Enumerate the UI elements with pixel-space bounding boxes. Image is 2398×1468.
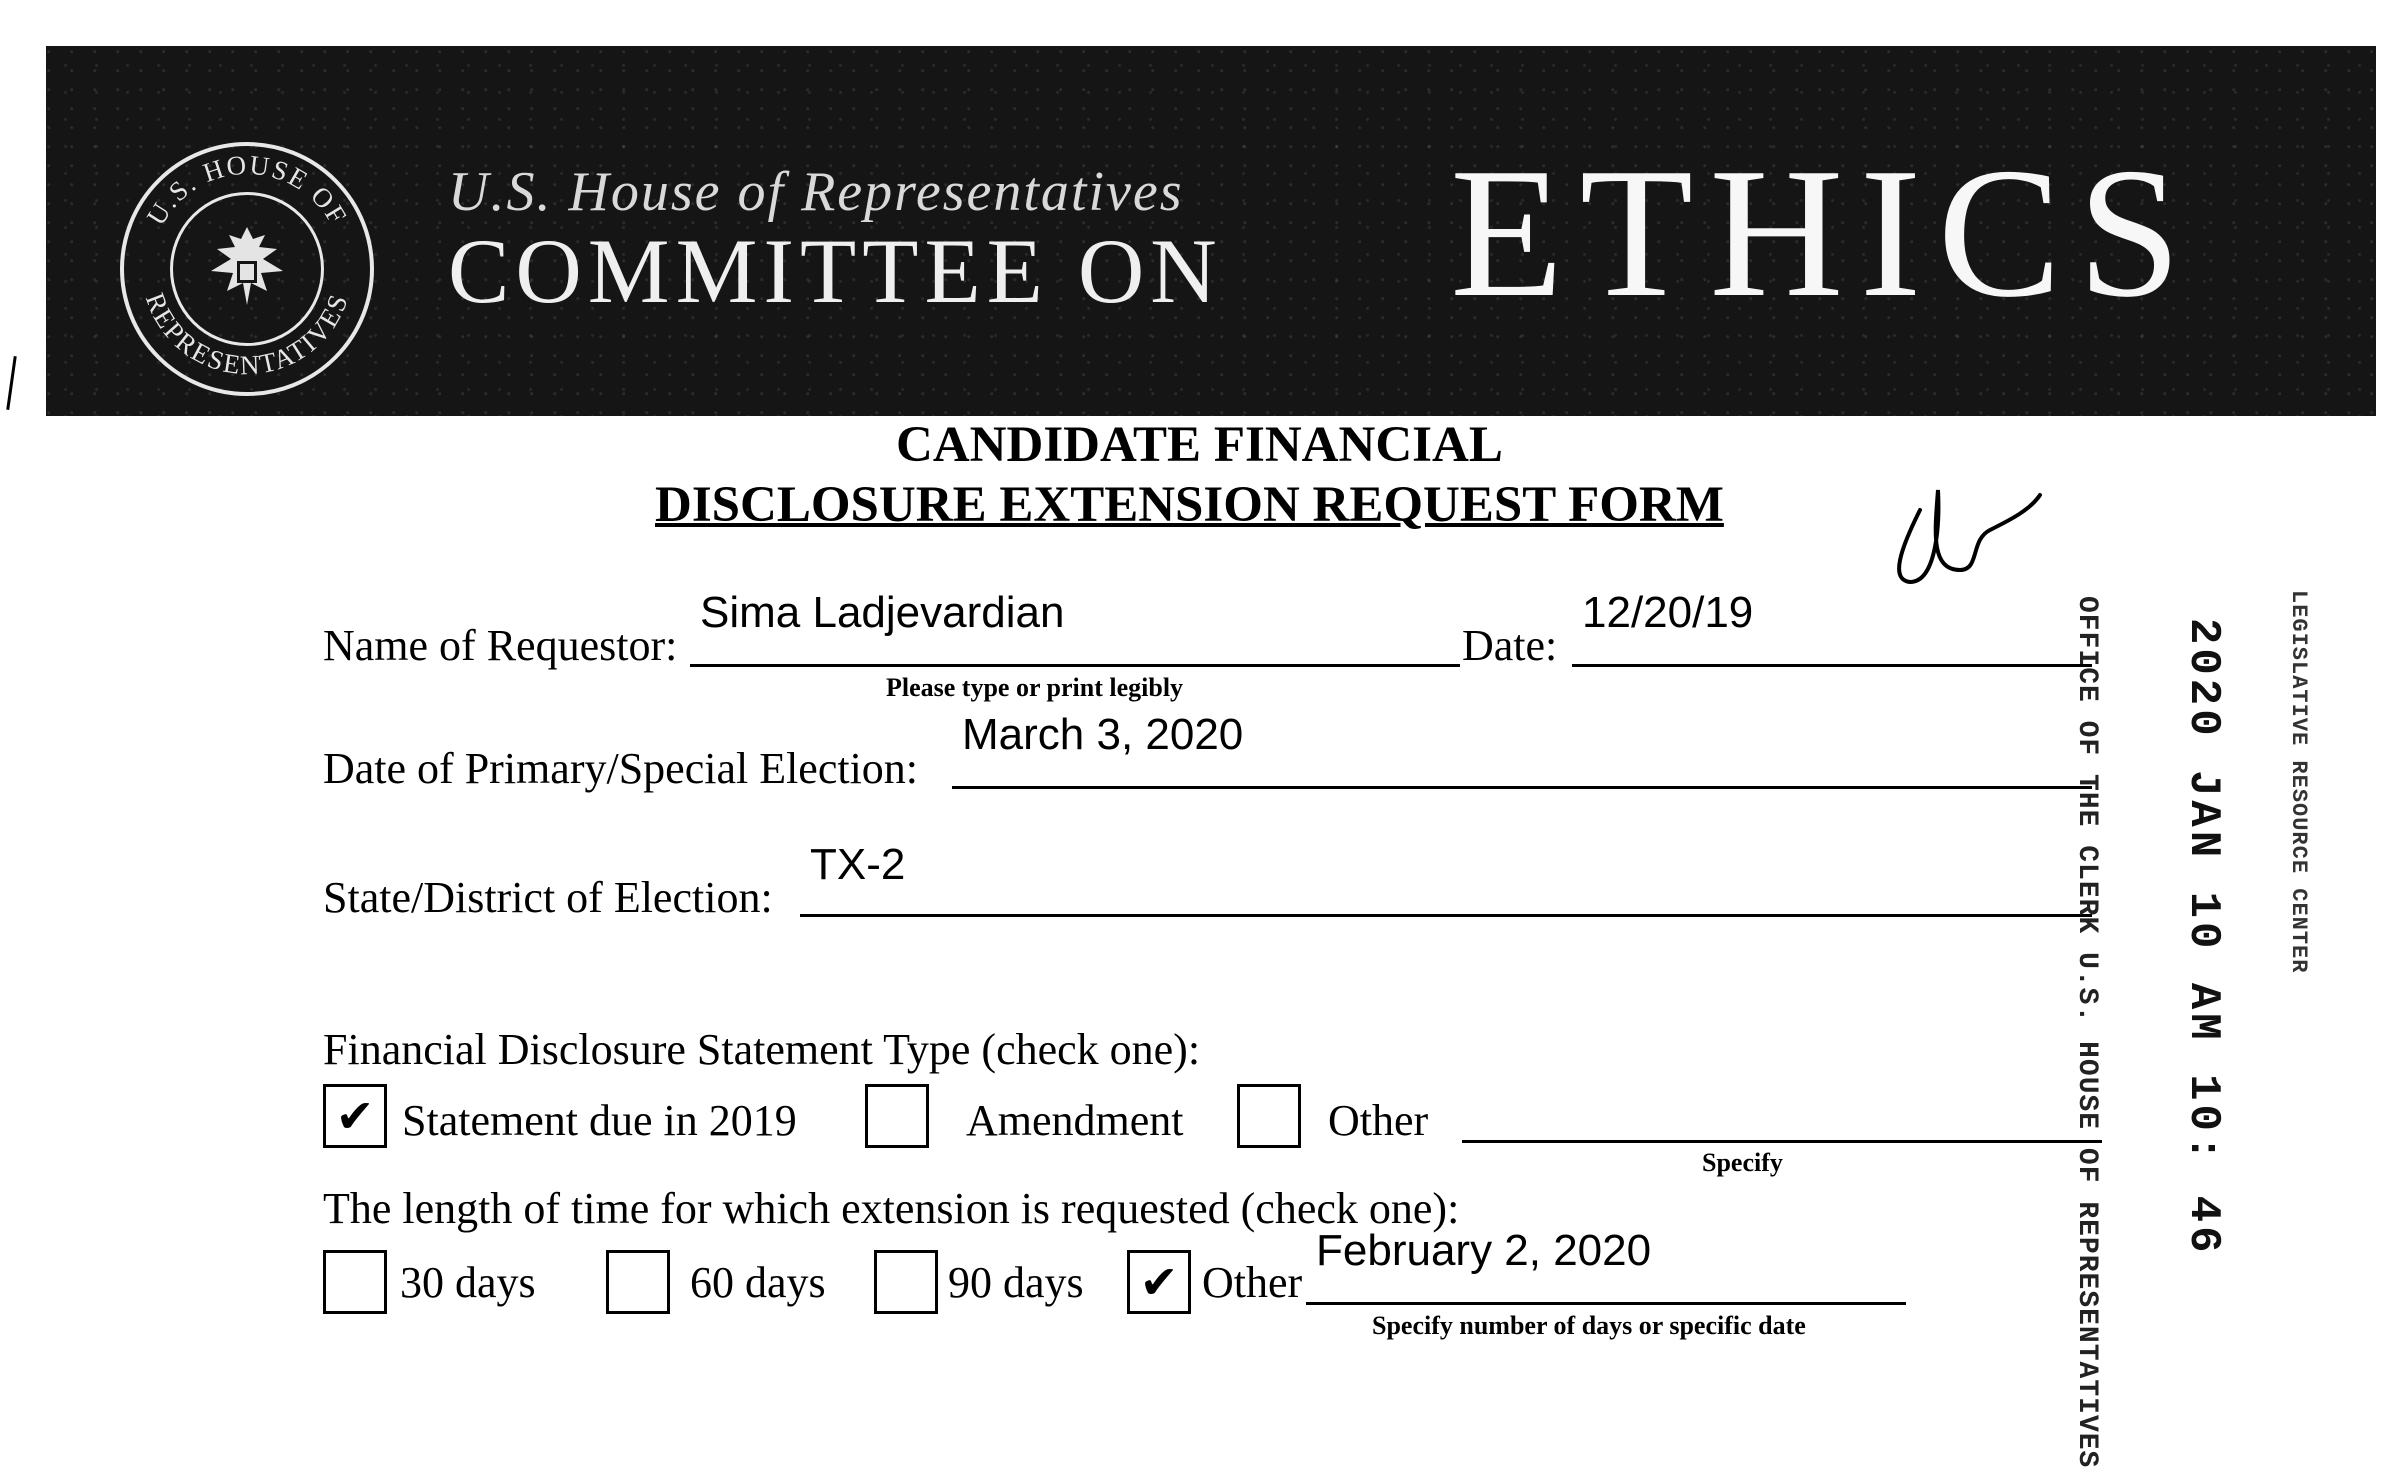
length-other-value[interactable]: February 2, 2020 xyxy=(1316,1226,1652,1275)
statement-type-label: Financial Disclosure Statement Type (check one): xyxy=(323,1025,1201,1074)
house-seal xyxy=(120,142,374,396)
clerk-line1: OFFICE OF THE CLERK xyxy=(2071,596,2102,935)
margin-mark xyxy=(6,356,16,410)
date-label: Date: xyxy=(1462,621,1558,670)
election-date-label: Date of Primary/Special Election: xyxy=(323,744,919,793)
district-value[interactable]: TX-2 xyxy=(810,840,906,889)
statement-due-label: Statement due in 2019 xyxy=(402,1096,797,1145)
statement-specify-hint: Specify xyxy=(1702,1148,1783,1177)
length-other-underline xyxy=(1306,1302,1906,1305)
statement-other-underline[interactable] xyxy=(1462,1140,2102,1143)
date-value[interactable]: 12/20/19 xyxy=(1582,588,1754,637)
seal-top-text: U.S. HOUSE OF xyxy=(140,149,354,231)
legislative-resource-stamp: LEGISLATIVE RESOURCE CENTER xyxy=(2286,590,2311,974)
committee-on-line: COMMITTEE ON xyxy=(448,220,1223,322)
length-label: The length of time for which extension is requested (check one): xyxy=(323,1184,1460,1233)
eagle-icon xyxy=(187,209,307,329)
election-date-underline xyxy=(952,786,2092,789)
requestor-label: Name of Requestor: xyxy=(323,621,678,670)
60-days-label: 60 days xyxy=(690,1258,826,1307)
clerk-office-stamp xyxy=(2070,596,2102,1468)
form-title-line1: CANDIDATE FINANCIAL xyxy=(896,417,1503,473)
length-specify-hint: Specify number of days or specific date xyxy=(1372,1311,1806,1340)
statement-other-label: Other xyxy=(1328,1096,1429,1145)
checkbox-60-days[interactable] xyxy=(606,1250,670,1314)
date-underline xyxy=(1572,664,2092,667)
checkbox-amendment[interactable] xyxy=(865,1084,929,1148)
checkbox-90-days[interactable] xyxy=(874,1250,938,1314)
checkbox-30-days[interactable] xyxy=(323,1250,387,1314)
checkbox-statement-due[interactable]: ✔ xyxy=(323,1084,387,1148)
length-other-label: Other xyxy=(1202,1258,1303,1307)
30-days-label: 30 days xyxy=(400,1258,536,1307)
election-date-value[interactable]: March 3, 2020 xyxy=(962,710,1244,759)
seal-inner-ring xyxy=(170,192,324,346)
form-title-line2: DISCLOSURE EXTENSION REQUEST FORM xyxy=(655,477,1724,533)
clerk-line2: U.S. HOUSE OF REPRESENTATIVES xyxy=(2071,952,2102,1468)
district-label: State/District of Election: xyxy=(323,873,773,922)
requestor-hint: Please type or print legibly xyxy=(886,673,1184,702)
handwritten-initials xyxy=(1880,470,2050,600)
amendment-label: Amendment xyxy=(966,1096,1184,1145)
seal-bottom-text: REPRESENTATIVES xyxy=(139,288,355,381)
house-of-representatives-line: U.S. House of Representatives xyxy=(448,161,1184,223)
checkbox-statement-other[interactable] xyxy=(1237,1084,1301,1148)
requestor-underline xyxy=(690,664,1460,667)
checkbox-length-other[interactable]: ✔ xyxy=(1127,1250,1191,1314)
90-days-label: 90 days xyxy=(948,1258,1084,1307)
ethics-wordmark: ETHICS xyxy=(1450,130,2197,336)
requestor-value[interactable]: Sima Ladjevardian xyxy=(700,588,1065,637)
received-date-stamp: 2020 JAN 10 AM 10: 46 xyxy=(2178,618,2228,1257)
district-underline xyxy=(800,914,2092,917)
